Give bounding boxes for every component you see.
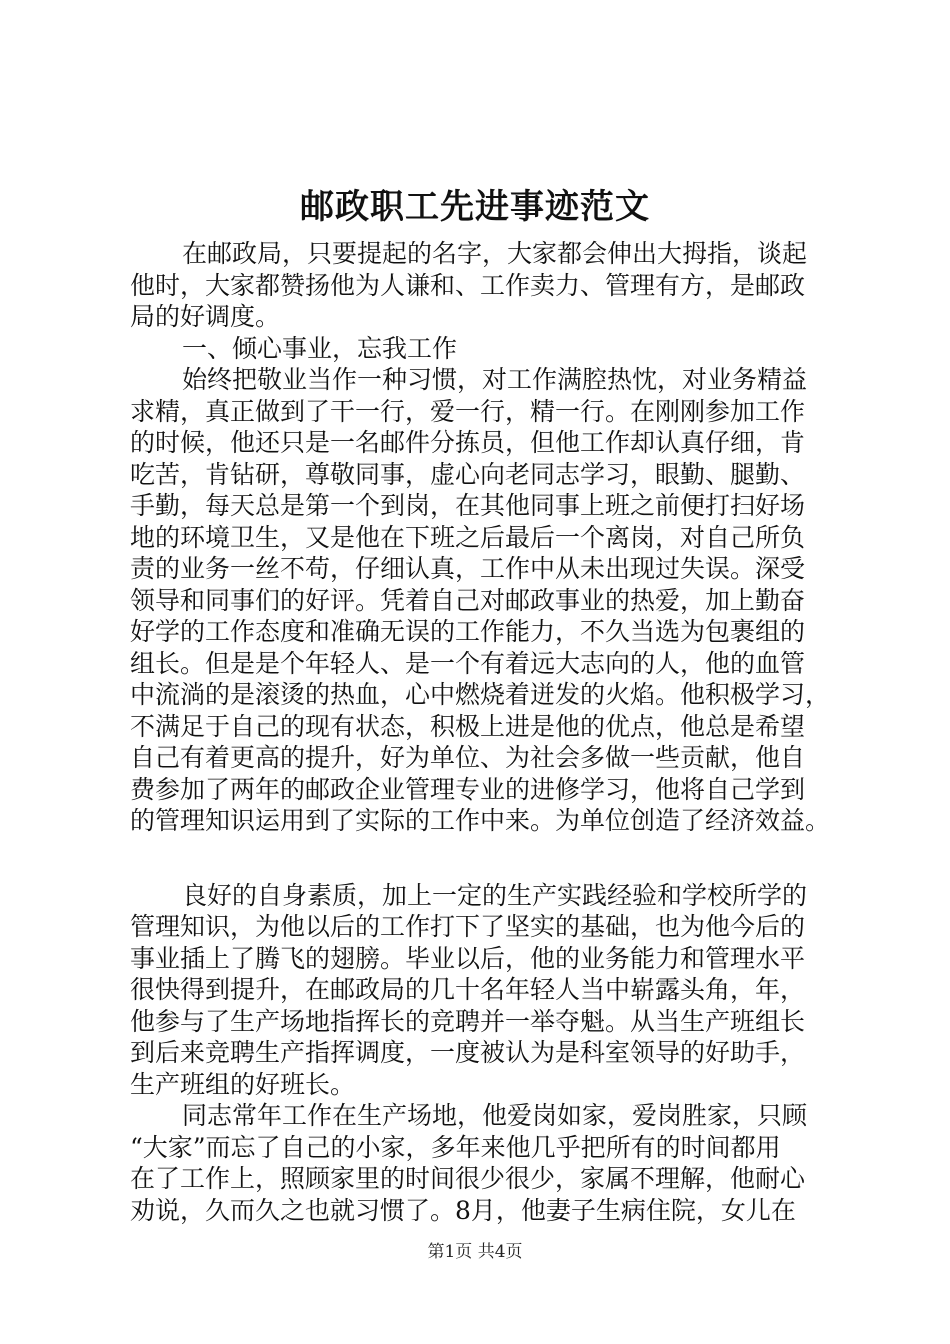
- document-title: 邮政职工先进事迹范文: [300, 187, 650, 227]
- paragraph-line: 局的好调度。: [130, 302, 281, 331]
- paragraph-line: 始终把敬业当作一种习惯，对工作满腔热忱，对业务精益: [182, 365, 808, 394]
- paragraph-line: 很快得到提升，在邮政局的几十名年轻人当中崭露头角，年，: [130, 975, 806, 1004]
- paragraph-line: 求精，真正做到了干一行，爱一行，精一行。在刚刚参加工作: [130, 396, 806, 426]
- paragraph-line: 自己有着更高的提升，好为单位、为社会多做一些贡献，他自: [130, 743, 806, 772]
- paragraph-line: 手勤，每天总是第一个到岗，在其他同事上班之前便打扫好场: [130, 491, 806, 520]
- paragraph-line: 他时，大家都赞扬他为人谦和、工作卖力、管理有方，是邮政: [130, 270, 806, 300]
- paragraph-line: 到后来竞聘生产指挥调度，一度被认为是科室领导的好助手，: [130, 1038, 806, 1067]
- section-heading: 一、倾心事业，忘我工作: [182, 333, 458, 363]
- paragraph-line: 责的业务一丝不苟，仔细认真，工作中从未出现过失误。深受: [130, 554, 806, 583]
- paragraph-line: 劝说，久而久之也就习惯了。8月，他妻子生病住院，女儿在: [130, 1195, 796, 1225]
- paragraph-gap: [130, 837, 834, 880]
- paragraph-line: 地的环境卫生，又是他在下班之后最后一个离岗，对自己所负: [130, 522, 806, 552]
- paragraph-line: 费参加了两年的邮政企业管理专业的进修学习，他将自己学到: [130, 774, 806, 804]
- paragraph-line: “大家”而忘了自己的小家，多年来他几乎把所有的时间都用: [130, 1132, 781, 1162]
- paragraph-line: 在了工作上，照顾家里的时间很少很少，家属不理解，他耐心: [130, 1164, 806, 1193]
- page-number-footer: 第1页 共4页: [427, 1242, 523, 1262]
- paragraph-line: 管理知识，为他以后的工作打下了坚实的基础，也为他今后的: [130, 912, 806, 941]
- document-body: [130, 238, 834, 1226]
- paragraph-line: 良好的自身素质，加上一定的生产实践经验和学校所学的: [182, 880, 808, 910]
- paragraph-line: 不满足于自己的现有状态，积极上进是他的优点，他总是希望: [130, 711, 806, 741]
- paragraph-line: 中流淌的是滚烫的热血，心中燃烧着迸发的火焰。他积极学习，: [130, 680, 831, 709]
- paragraph-line: 在邮政局，只要提起的名字，大家都会伸出大拇指，谈起: [182, 239, 808, 268]
- paragraph-line: 的管理知识运用到了实际的工作中来。为单位创造了经济效益。: [130, 806, 831, 835]
- paragraph-line: 同志常年工作在生产场地，他爱岗如家，爱岗胜家，只顾: [182, 1101, 808, 1130]
- paragraph-line: 生产班组的好班长。: [130, 1069, 356, 1099]
- paragraph-line: 领导和同事们的好评。凭着自己对邮政事业的热爱，加上勤奋: [130, 585, 806, 615]
- paragraph-line: 他参与了生产场地指挥长的竞聘并一举夺魁。从当生产班组长: [130, 1006, 806, 1036]
- paragraph-line: 组长。但是是个年轻人、是一个有着远大志向的人，他的血管: [130, 648, 806, 678]
- paragraph-line: 吃苦，肯钻研，尊敬同事，虚心向老同志学习，眼勤、腿勤、: [130, 459, 806, 489]
- paragraph-line: 事业插上了腾飞的翅膀。毕业以后，他的业务能力和管理水平: [130, 943, 806, 973]
- paragraph-line: 好学的工作态度和准确无误的工作能力，不久当选为包裹组的: [130, 617, 806, 646]
- paragraph-line: 的时候，他还只是一名邮件分拣员，但他工作却认真仔细，肯: [130, 428, 806, 457]
